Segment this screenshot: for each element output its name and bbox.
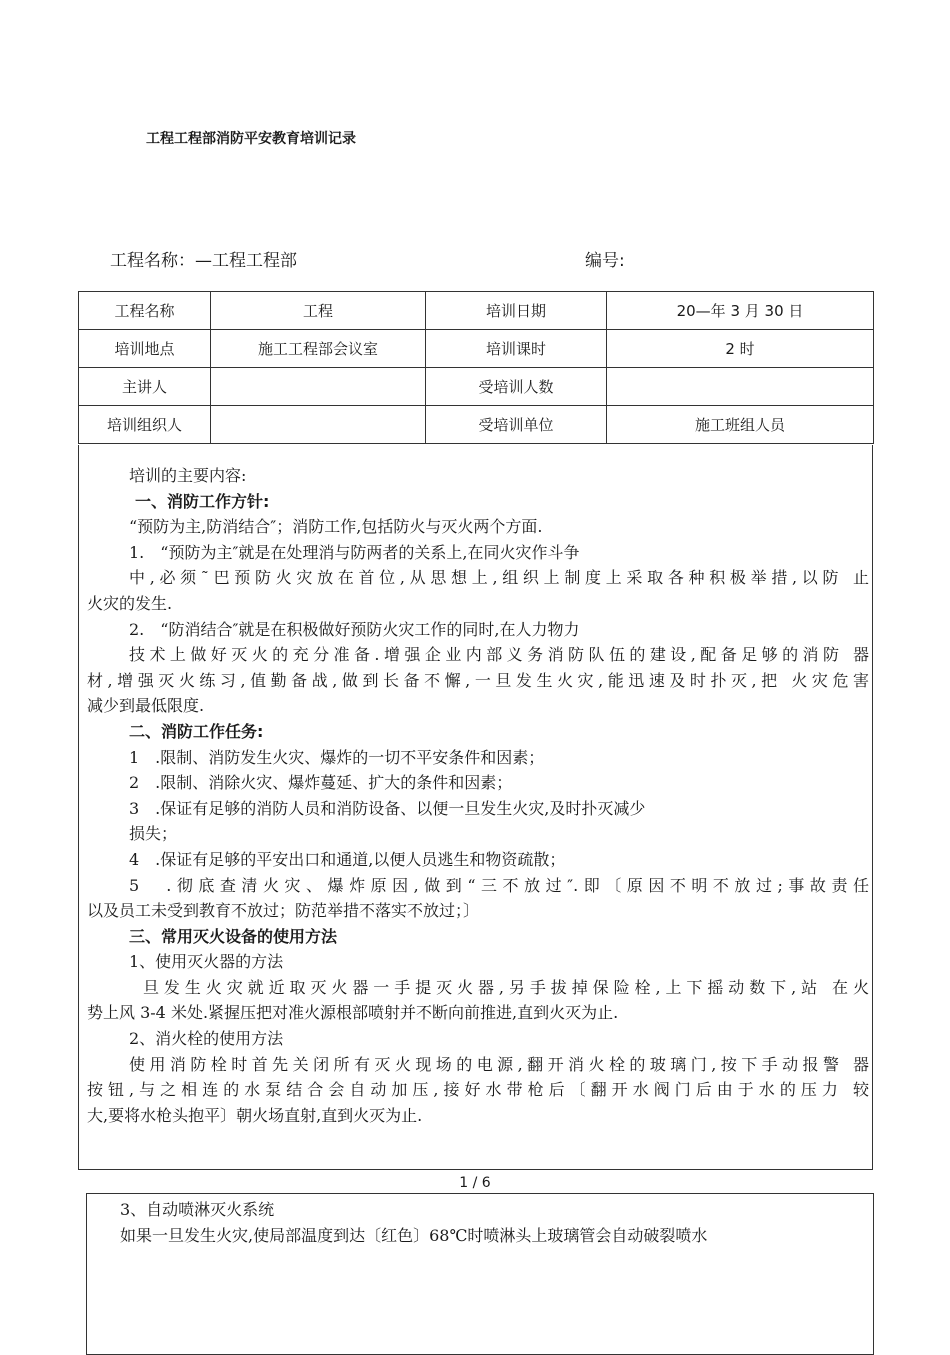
paragraph-line: 使用消防栓时首先关闭所有灭火现场的电源,翻开消火栓的玻璃门,按下手动报警 器 [129, 1054, 869, 1074]
table-cell: 培训地点 [79, 330, 211, 368]
document-title: 工程工程部消防平安教育培训记录 [146, 131, 356, 147]
subsection-title: 2、消火栓的使用方法 [129, 1029, 284, 1049]
table-cell [211, 368, 426, 406]
project-name-line: 工程名称：—工程工程部 [110, 251, 297, 271]
paragraph-line: 技术上做好灭火的充分准备.增强企业内部义务消防队伍的建设,配备足够的消防 器 [129, 645, 869, 665]
training-content [87, 463, 869, 1128]
subsection-title: 3、自动喷淋灭火系统 [120, 1200, 275, 1219]
list-item: 4 .保证有足够的平安出口和通道,以便人员逃生和物资疏散； [129, 849, 566, 869]
paragraph-line: “预防为主,防消结合″；消防工作,包括防火与灭火两个方面. [129, 517, 543, 537]
table-cell [211, 406, 426, 444]
list-item: 1 .限制、消防发生火灾、爆炸的一切不平安条件和因素； [129, 747, 545, 767]
table-cell: 培训日期 [426, 292, 607, 330]
table-cell: 培训组织人 [79, 406, 211, 444]
paragraph-line: 材,增强灭火练习,值勤备战,做到长备不懈,一旦发生火灾,能迅速及时扑灭,把 火灾危害 [87, 670, 869, 690]
paragraph-line: 如果一旦发生火灾,使局部温度到达〔红色〕68℃时喷淋头上玻璃管会自动破裂喷水 [120, 1225, 708, 1245]
section-heading: 二、消防工作任务: [129, 721, 264, 741]
table-cell: 工程 [211, 292, 426, 330]
paragraph-line: 火灾的发生. [87, 593, 173, 613]
paragraph-line: 势上风 3-4 米处.紧握压把对准火源根部喷射并不断向前推进,直到火灭为止. [87, 1003, 619, 1023]
section-heading: 三、常用灭火设备的使用方法 [129, 926, 338, 946]
subsection-title: 1、使用灭火器的方法 [129, 952, 284, 972]
table-cell: 施工工程部会议室 [211, 330, 426, 368]
table-cell: 施工班组人员 [607, 406, 874, 444]
paragraph-line: 1. “预防为主″就是在处理消与防两者的关系上,在同火灾作斗争 [129, 542, 580, 562]
list-item: 3 .保证有足够的消防人员和消防设备、以便一旦发生火灾,及时扑灭减少 [129, 798, 646, 818]
paragraph-line: 中,必须˜巴预防火灾放在首位,从思想上,组织上制度上采取各种积极举措,以防 止 [129, 568, 869, 588]
table-cell: 主讲人 [79, 368, 211, 406]
list-item: 5 .彻底查清火灾、爆炸原因,做到“三不放过″.即〔原因不明不放过;事故责任 [129, 875, 869, 895]
list-item: 损失； [129, 824, 178, 844]
training-info-table [78, 291, 874, 444]
table-cell: 20—年 3 月 30 日 [607, 292, 874, 330]
next-page-content-box [86, 1193, 874, 1355]
list-item: 2 .限制、消除火灾、爆炸蔓延、扩大的条件和因素； [129, 773, 513, 793]
paragraph-line: 按钮,与之相连的水泵结合会自动加压,接好水带枪后〔翻开水阀门后由于水的压力 较 [87, 1080, 869, 1100]
table-cell: 受培训单位 [426, 406, 607, 444]
table-cell [607, 368, 874, 406]
table-cell: 受培训人数 [426, 368, 607, 406]
content-intro: 培训的主要内容: [129, 466, 247, 485]
section-heading: 一、消防工作方针: [135, 491, 270, 511]
next-page-content [120, 1197, 870, 1248]
table-row [79, 292, 874, 330]
paragraph-line: 减少到最低限度. [87, 696, 205, 716]
paragraph-line: 旦发生火灾就近取灭火器一手提灭火器,另手拔掉保险栓,上下摇动数下,站 在火 [143, 977, 869, 997]
list-item: 以及员工未受到教育不放过；防范举措不落实不放过；〕 [87, 901, 480, 921]
table-row [79, 406, 874, 444]
table-cell: 工程名称 [79, 292, 211, 330]
table-row [79, 330, 874, 368]
paragraph-line: 大,要将水枪头抱平〕朝火场直射,直到火灭为止. [87, 1105, 423, 1125]
table-row [79, 368, 874, 406]
number-label: 编号: [585, 251, 625, 271]
training-content-box [78, 445, 873, 1170]
page-number: 1 / 6 [459, 1175, 491, 1191]
table-cell: 2 时 [607, 330, 874, 368]
paragraph-line: 2. “防消结合″就是在积极做好预防火灾工作的同时,在人力物力 [129, 619, 580, 639]
table-cell: 培训课时 [426, 330, 607, 368]
